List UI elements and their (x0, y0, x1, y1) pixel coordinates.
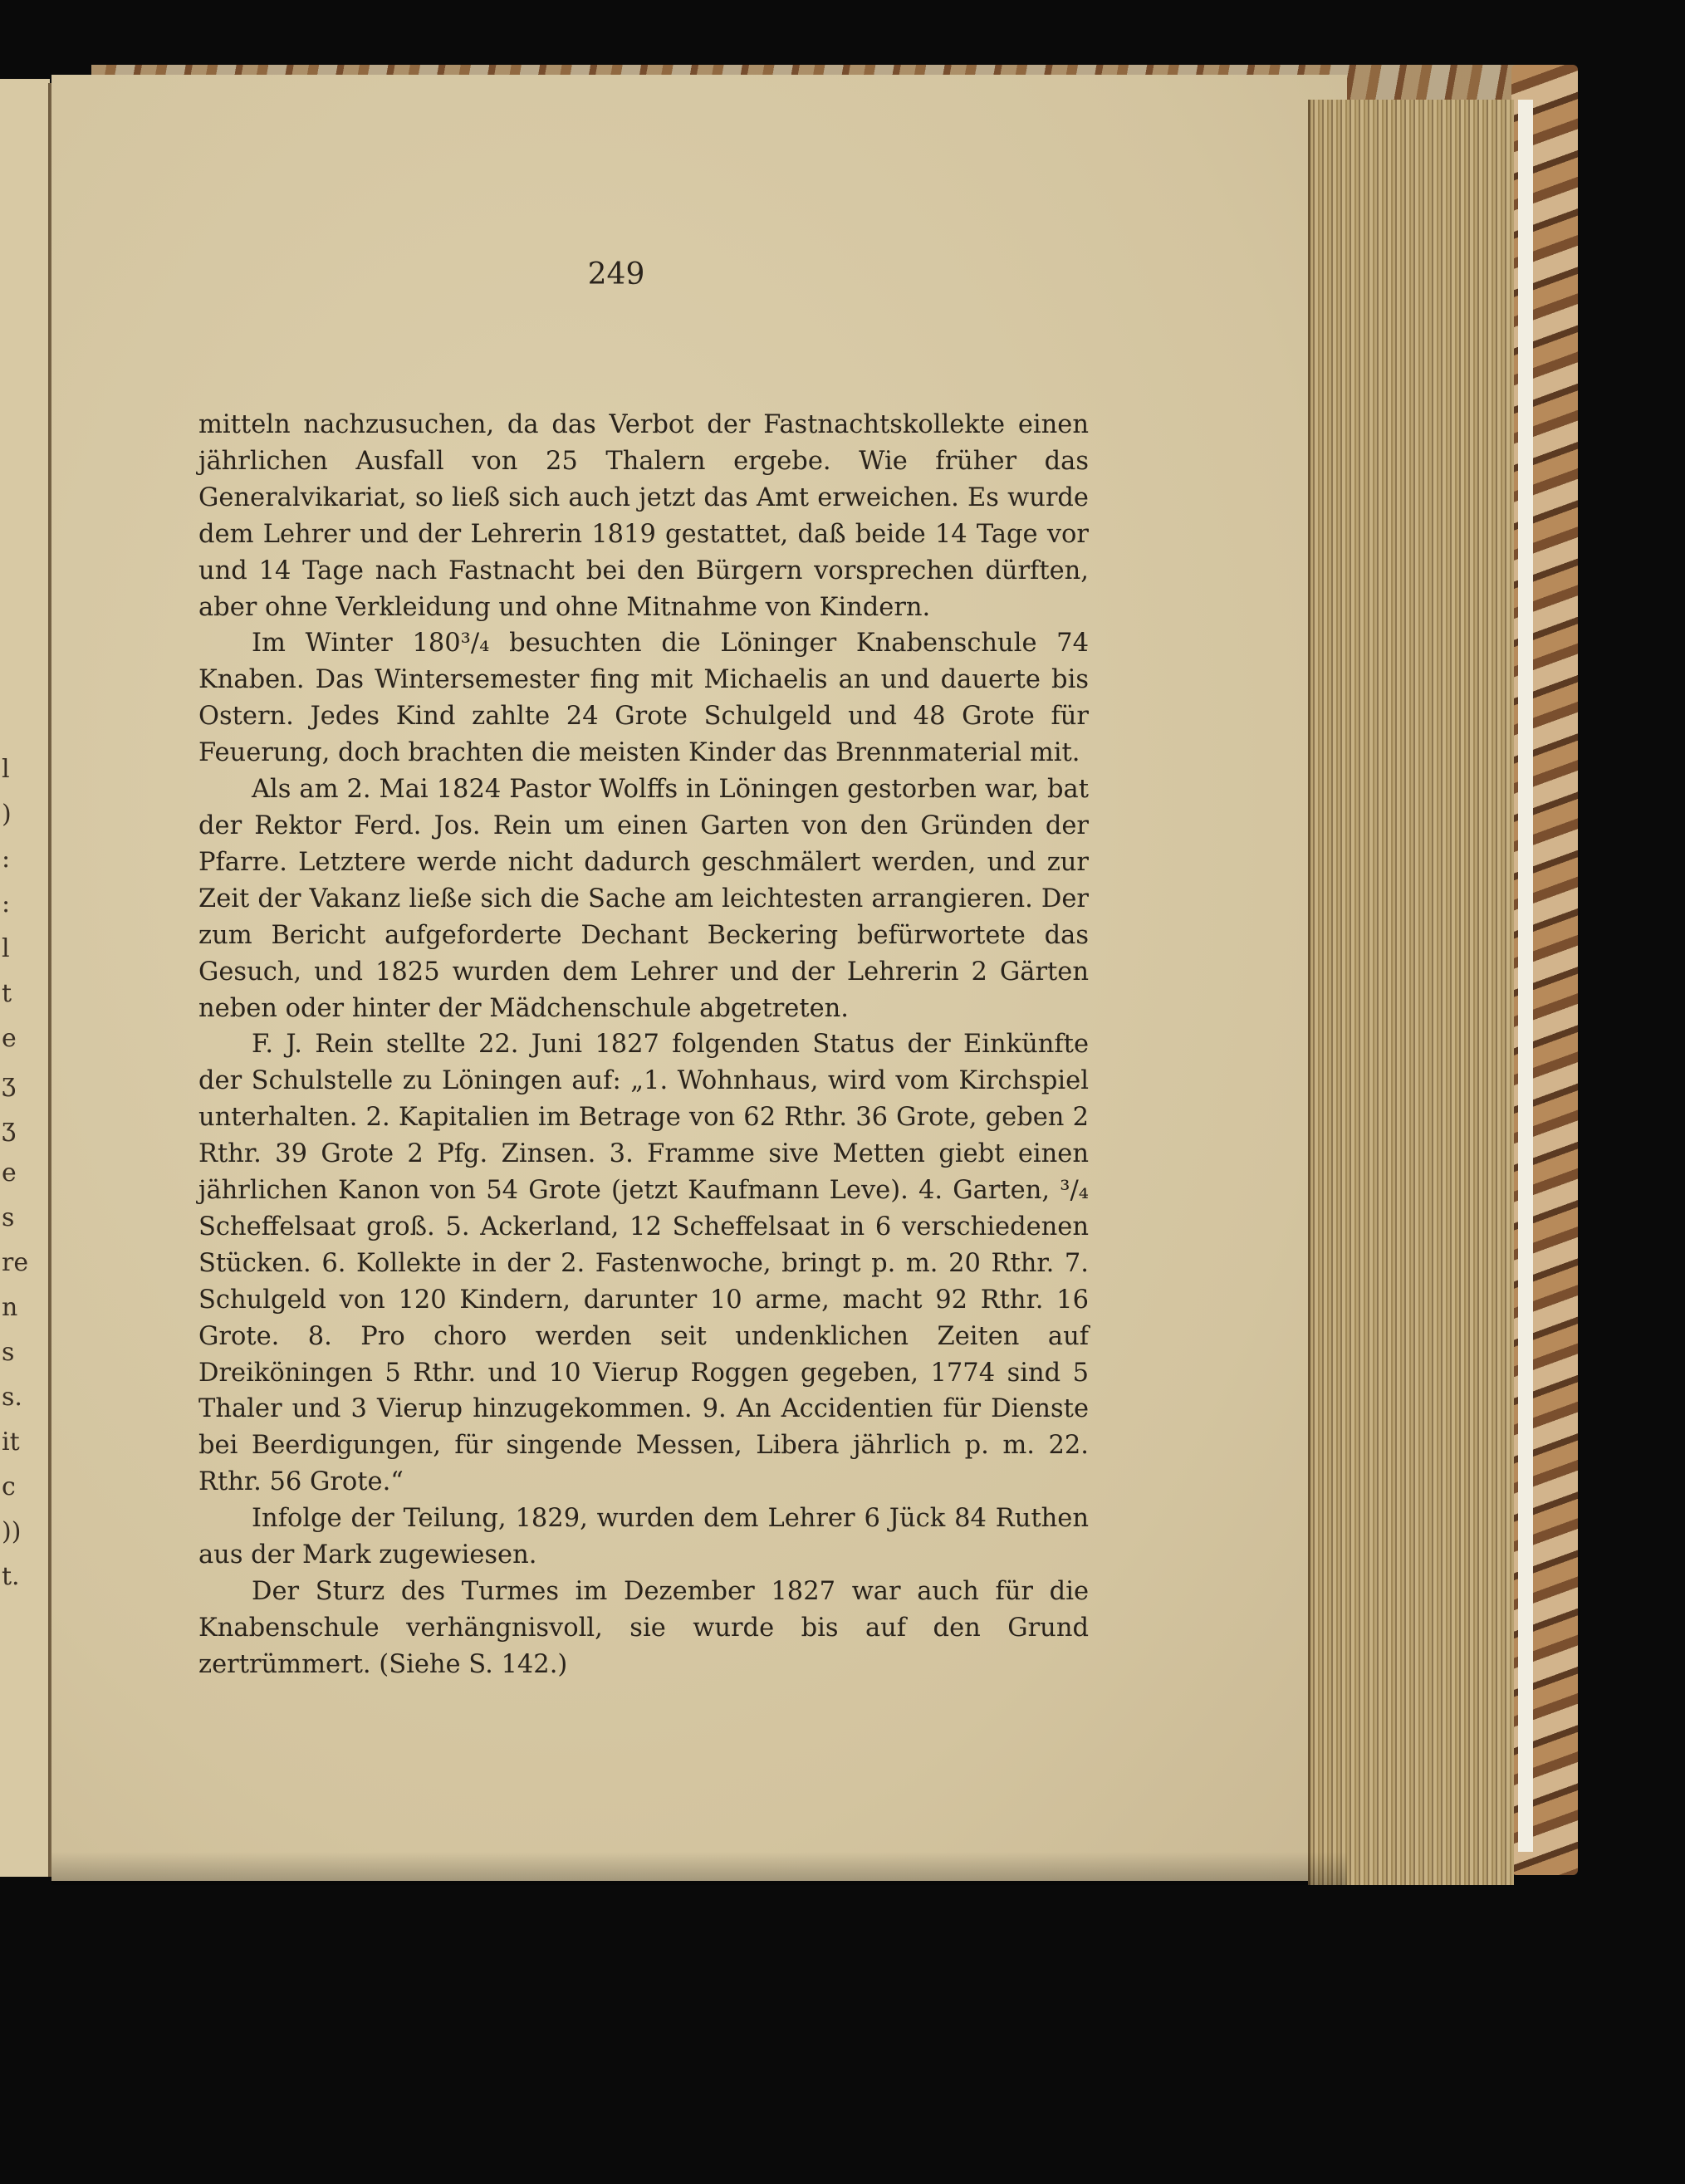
left-fragment: l (2, 934, 10, 963)
paragraph: Im Winter 180³/₄ besuchten die Löninger Knabenschule 74 Knaben. Das Wintersemester fing mit Michaelis an und dauerte bis Ostern. Jedes Kind zahlte 24 Grote Schulgeld und 48 Grote für Feuerung, doch brachten die meisten Kinder das Brennmaterial mit. (198, 629, 1089, 768)
page-number: 249 (587, 257, 645, 291)
book-page (51, 75, 1347, 1881)
book-fore-edge (1308, 100, 1514, 1885)
paragraph: Als am 2. Mai 1824 Pastor Wolffs in Löningen gestorben war, bat der Rektor Ferd. Jos. Rein um einen Garten von den Gründen der Pfarre. Letztere werde nicht dadurch geschmälert werden, und zur Zeit der Vakanz ließe sich die Sache am leichtesten arrangieren. Der zum Bericht aufgeforderte Dechant Beckering befürwortete das Gesuch, und 1825 wurden dem Lehrer und der Lehrerin 2 Gärten neben oder hinter der Mädchenschule abgetreten. (198, 775, 1089, 1023)
book-fore-edge-highlight (1518, 100, 1533, 1852)
left-fragment: t. (2, 1562, 20, 1591)
left-fragment: : (2, 845, 11, 874)
paragraph: Der Sturz des Turmes im Dezember 1827 war auch für die Knabenschule verhängnisvoll, sie wurde bis auf den Grund zertrümmert. (Siehe S. 142.) (198, 1577, 1089, 1679)
left-fragment: c (2, 1472, 16, 1501)
left-fragment: s (2, 1338, 15, 1367)
left-fragment: e (2, 1158, 17, 1187)
left-fragment: : (2, 889, 11, 918)
left-fragment: n (2, 1293, 18, 1322)
page-body (198, 407, 1089, 1683)
left-page-fragments (2, 747, 35, 1599)
left-fragment: re (2, 1248, 29, 1277)
left-fragment: )) (2, 1517, 22, 1546)
paragraph: F. J. Rein stellte 22. Juni 1827 folgenden Status der Einkünfte der Schulstelle zu Löningen auf: „1. Wohnhaus, wird vom Kirchspiel unterhalten. 2. Kapitalien im Betrage von 62 Rthr. 36 Grote, geben 2 Rthr. 39 Grote 2 Pfg. Zinsen. 3. Framme sive Metten giebt einen jährlichen Kanon von 54 Grote (jetzt Kaufmann Leve). 4. Garten, ³/₄ Scheffelsaat groß. 5. Ackerland, 12 Scheffelsaat in 6 verschiedenen Stücken. 6. Kollekte in der 2. Fastenwoche, bringt p. m. 20 Rthr. 7. Schulgeld von 120 Kindern, darunter 10 arme, macht 92 Rthr. 16 Grote. 8. Pro choro werden seit undenklichen Zeiten auf Dreiköningen 5 Rthr. und 10 Vierup Roggen gegeben, 1774 sind 5 Thaler und 3 Vierup hinzugekommen. 9. An Accidentien für Dienste bei Beerdigungen, für singende Messen, Libera jährlich p. m. 22. Rthr. 56 Grote.“ (198, 1030, 1089, 1497)
left-fragment: it (2, 1427, 20, 1457)
page-bottom-shadow (51, 1852, 1347, 1885)
left-fragment: s (2, 1203, 15, 1232)
left-fragment: ) (2, 800, 12, 829)
left-fragment: ʒ (2, 1114, 16, 1143)
paragraph: Infolge der Teilung, 1829, wurden dem Lehrer 6 Jück 84 Ruthen aus der Mark zugewiesen. (198, 1504, 1089, 1570)
paragraph: mitteln nachzusuchen, da das Verbot der Fastnachtskollekte einen jährlichen Ausfall von 25 Thalern ergebe. Wie früher das Generalvikariat, so ließ sich auch jetzt das Amt erweichen. Es wurde dem Lehrer und der Lehrerin 1819 gestattet, daß beide 14 Tage vor und 14 Tage nach Fastnacht bei den Bürgern vorsprechen dürften, aber ohne Verkleidung und ohne Mitnahme von Kindern. (198, 410, 1089, 622)
left-fragment: l (2, 755, 10, 784)
left-fragment: e (2, 1024, 17, 1053)
left-fragment: t (2, 979, 12, 1008)
left-fragment: s. (2, 1383, 22, 1412)
left-fragment: ʒ (2, 1069, 16, 1098)
